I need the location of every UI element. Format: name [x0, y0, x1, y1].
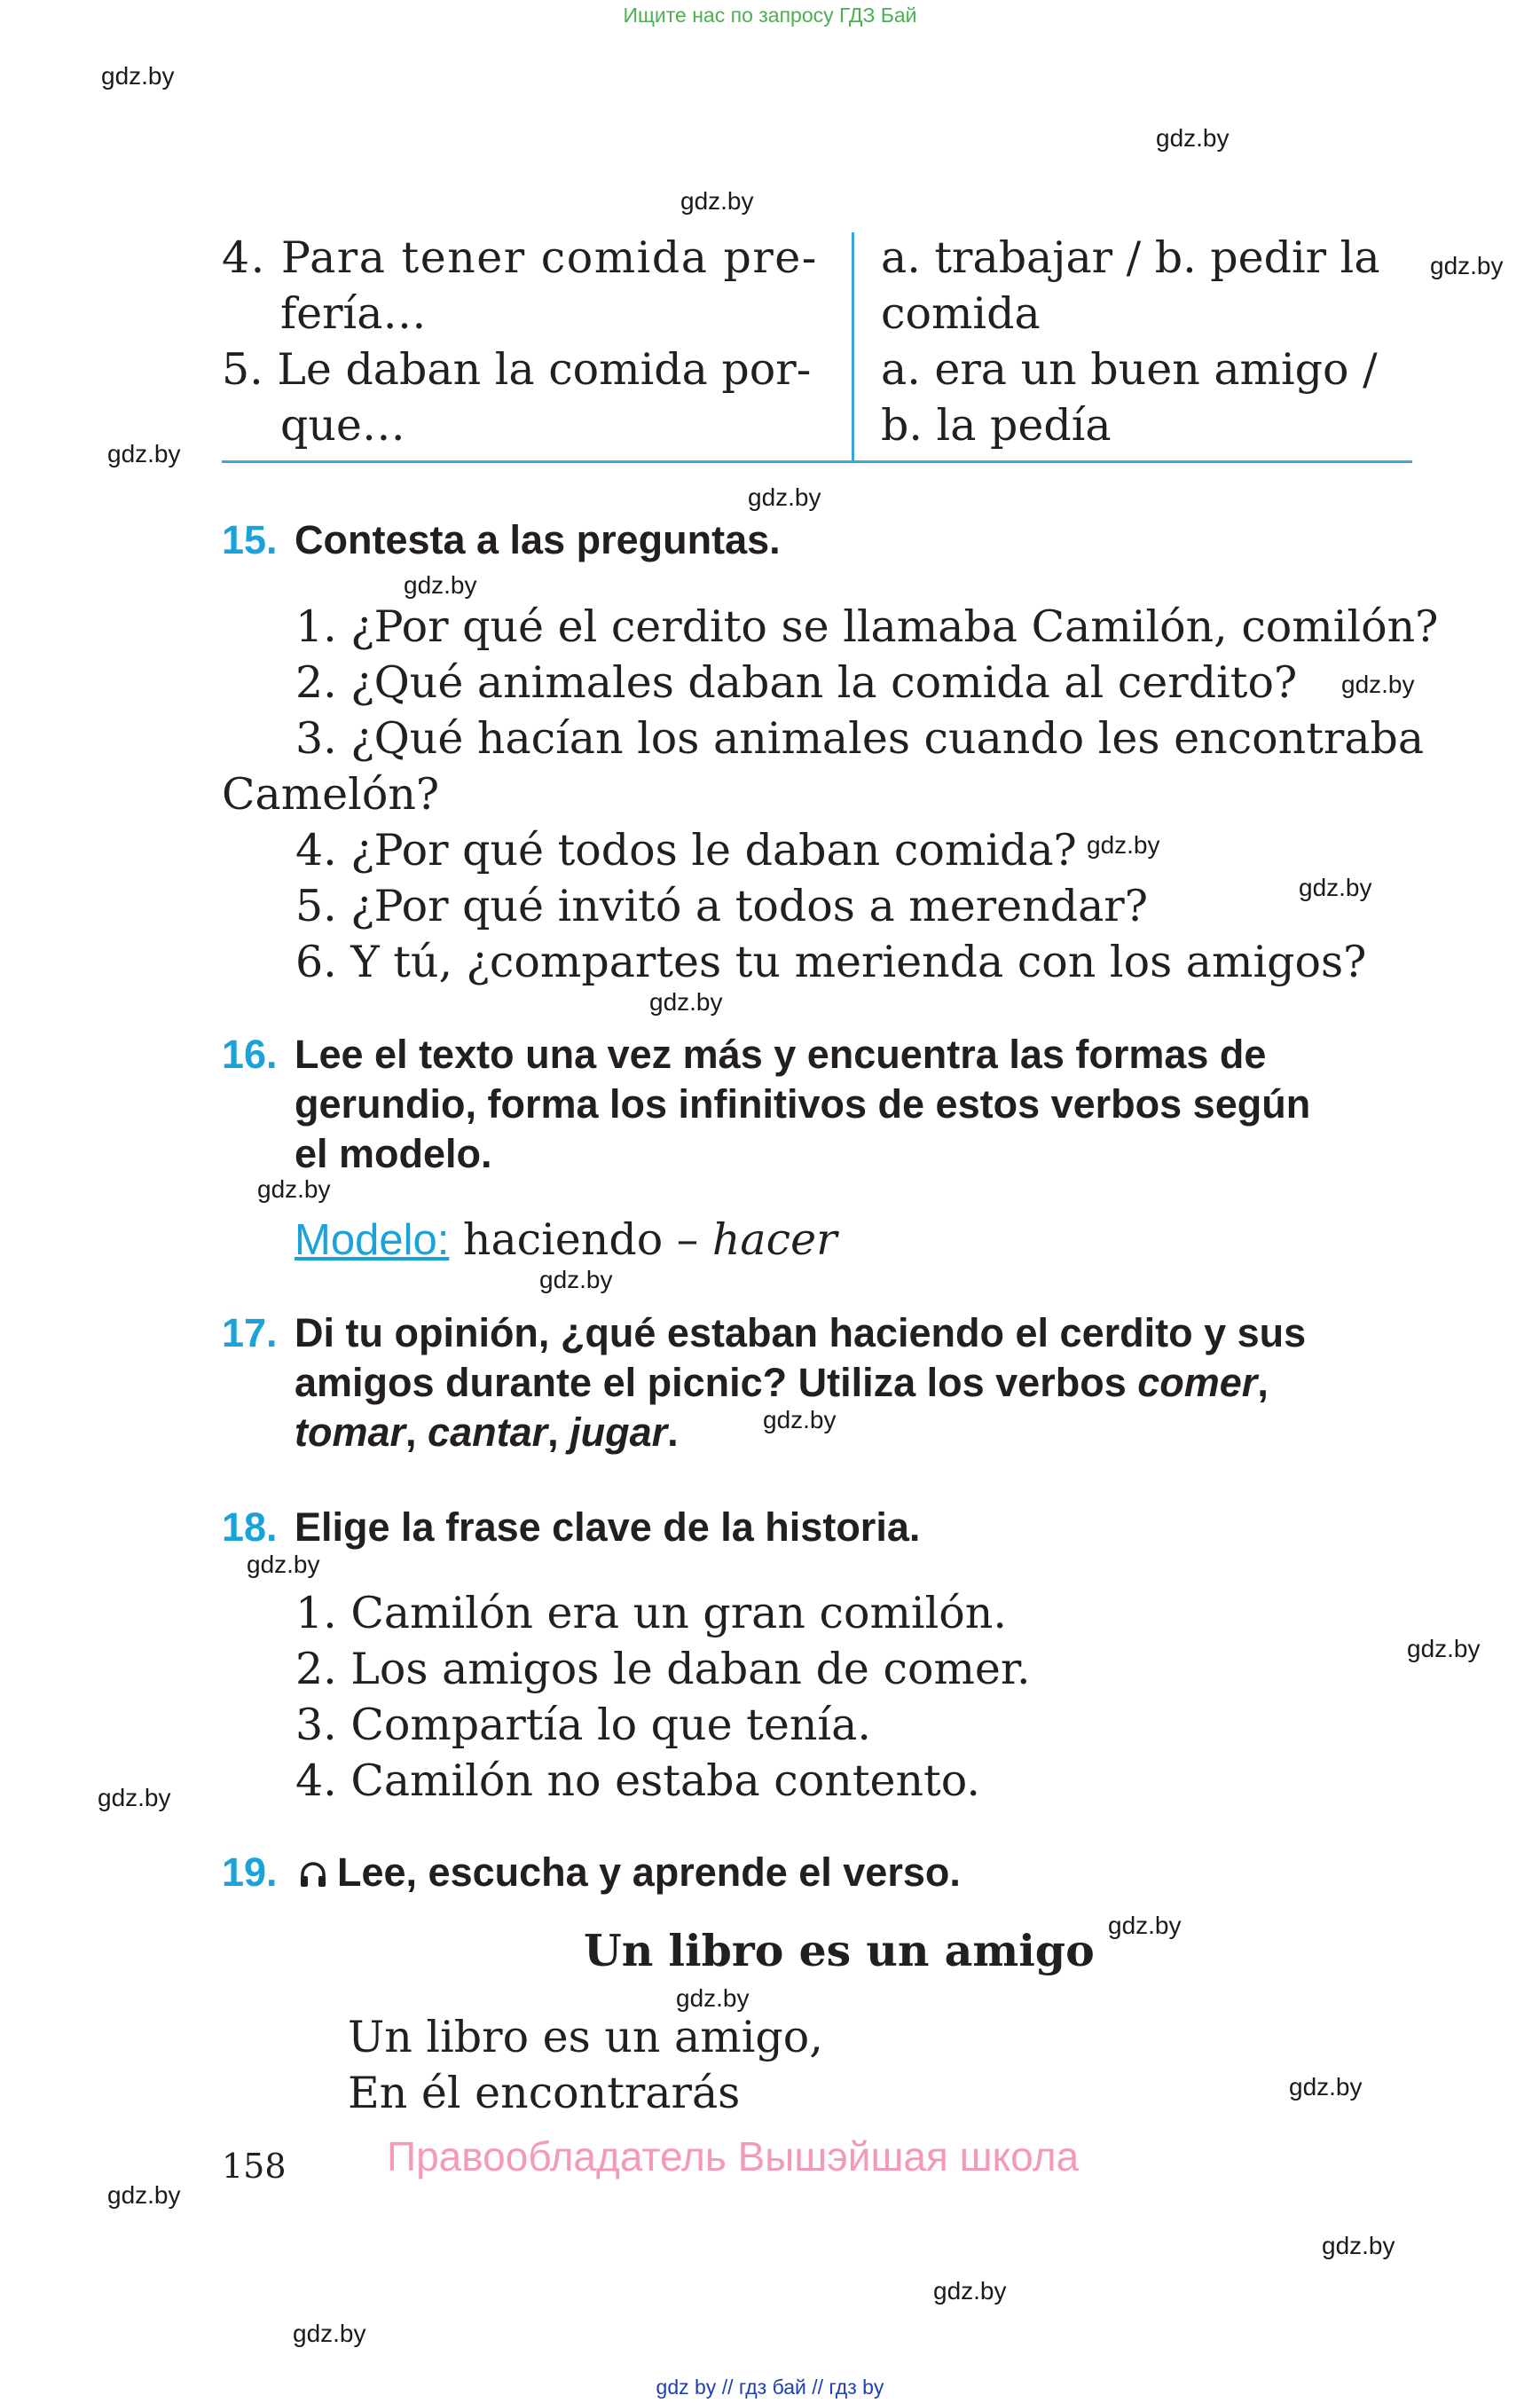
table-rule — [222, 460, 1412, 463]
question-item: 5. ¿Por qué invitó a todos a merendar? — [295, 881, 1149, 931]
watermark: gdz.by — [247, 1551, 320, 1578]
question-item: 3. ¿Qué hacían los animales cuando les encontraba — [295, 713, 1425, 764]
exercise-text-line: gerundio, forma los infinitivos de estos verbos según — [295, 1081, 1311, 1127]
punct: , — [405, 1410, 428, 1455]
watermark: gdz.by — [404, 571, 477, 599]
question-item: 1. ¿Por qué el cerdito se llamaba Camilón, comilón? — [295, 601, 1439, 652]
question-item: 2. ¿Qué animales daban la comida al cerdito? — [295, 657, 1298, 708]
option-item: 1. Camilón era un gran comilón. — [295, 1588, 1007, 1638]
watermark: gdz.by — [1156, 124, 1230, 152]
watermark: gdz.by — [107, 2181, 181, 2209]
headphones-icon — [298, 1860, 328, 1890]
verb-comer: comer — [1137, 1360, 1258, 1405]
watermark: gdz.by — [1430, 252, 1504, 279]
question-item: 4. ¿Por qué todos le daban comida? — [295, 825, 1077, 876]
table-divider — [852, 232, 854, 461]
poem-line: En él encontrarás — [348, 2068, 741, 2118]
exercise-text-line — [295, 1360, 1269, 1406]
watermark: gdz.by — [1407, 1635, 1481, 1662]
question-item-cont: Camelón? — [222, 769, 440, 820]
poem-line: Un libro es un amigo, — [348, 2012, 823, 2062]
watermark: gdz.by — [1322, 2232, 1395, 2259]
match-right-item-4-cont: comida — [881, 288, 1041, 339]
match-left-item-5: 5. Le daban la comida por- — [222, 344, 812, 395]
watermark: gdz.by — [676, 1984, 750, 2012]
exercise-text: amigos durante el picnic? Utiliza los verbos — [295, 1360, 1138, 1405]
watermark: gdz.by — [1299, 874, 1372, 901]
exercise-number: 19. — [222, 1849, 278, 1895]
match-left-item-4: 4. Para tener comida pre- — [222, 232, 818, 283]
watermark: gdz.by — [101, 62, 175, 90]
watermark: gdz.by — [98, 1784, 171, 1811]
verb-jugar: jugar — [570, 1410, 668, 1455]
watermark: gdz.by — [107, 440, 181, 467]
watermark: gdz.by — [680, 187, 754, 215]
exercise-text-line: el modelo. — [295, 1131, 492, 1176]
exercise-title: Elige la frase clave de la historia. — [295, 1504, 921, 1550]
top-banner: Ищите нас по запросу ГДЗ Бай — [623, 4, 917, 27]
match-left-item-5-cont: que… — [280, 400, 405, 451]
exercise-text-line: Lee el texto una vez más y encuentra las formas de — [295, 1032, 1267, 1077]
model-gerund: haciendo – — [462, 1214, 699, 1265]
copyright-notice: Правообладатель Вышэйшая школа — [387, 2133, 1080, 2179]
model-infinitive: hacer — [711, 1214, 837, 1265]
punct: . — [667, 1410, 679, 1455]
exercise-title: Contesta a las preguntas. — [295, 517, 781, 562]
watermark: gdz.by — [1289, 2073, 1363, 2101]
watermark: gdz.by — [1087, 831, 1160, 859]
verb-cantar: cantar — [428, 1410, 548, 1455]
watermark: gdz.by — [293, 2320, 366, 2347]
watermark: gdz.by — [933, 2277, 1007, 2305]
exercise-number: 15. — [222, 517, 278, 562]
match-right-item-4: a. trabajar / b. pedir la — [881, 232, 1380, 283]
punct: , — [547, 1410, 570, 1455]
match-right-item-5-cont: b. la pedía — [881, 400, 1112, 451]
page-number: 158 — [222, 2147, 287, 2186]
model-label: Modelo: — [295, 1216, 450, 1264]
poem-title: Un libro es un amigo — [584, 1925, 1095, 1976]
punct: , — [1257, 1360, 1269, 1405]
watermark: gdz.by — [763, 1406, 837, 1433]
exercise-title: Lee, escucha y aprende el verso. — [337, 1849, 961, 1895]
watermark: gdz.by — [649, 988, 723, 1016]
exercise-text-line — [295, 1410, 679, 1456]
match-left-item-4-cont: fería… — [280, 288, 427, 339]
exercise-number: 16. — [222, 1032, 278, 1077]
watermark: gdz.by — [1108, 1912, 1182, 1939]
watermark: gdz.by — [257, 1175, 331, 1203]
exercise-number: 18. — [222, 1504, 278, 1550]
option-item: 3. Compartía lo que tenía. — [295, 1700, 871, 1750]
question-item: 6. Y tú, ¿compartes tu merienda con los amigos? — [295, 937, 1367, 987]
match-right-item-5: a. era un buen amigo / — [881, 344, 1378, 395]
watermark: gdz.by — [539, 1266, 613, 1293]
exercise-number: 17. — [222, 1310, 278, 1355]
model-example — [295, 1214, 837, 1265]
exercise-title-row — [298, 1849, 961, 1896]
option-item: 4. Camilón no estaba contento. — [295, 1755, 980, 1806]
watermark: gdz.by — [1341, 671, 1415, 698]
exercise-text-line: Di tu opinión, ¿qué estaban haciendo el cerdito y sus — [295, 1310, 1307, 1355]
option-item: 2. Los amigos le daban de comer. — [295, 1644, 1031, 1694]
verb-tomar: tomar — [295, 1410, 406, 1455]
watermark: gdz.by — [748, 483, 821, 511]
bottom-banner: gdz by // гдз бай // гдз by — [656, 2376, 884, 2399]
